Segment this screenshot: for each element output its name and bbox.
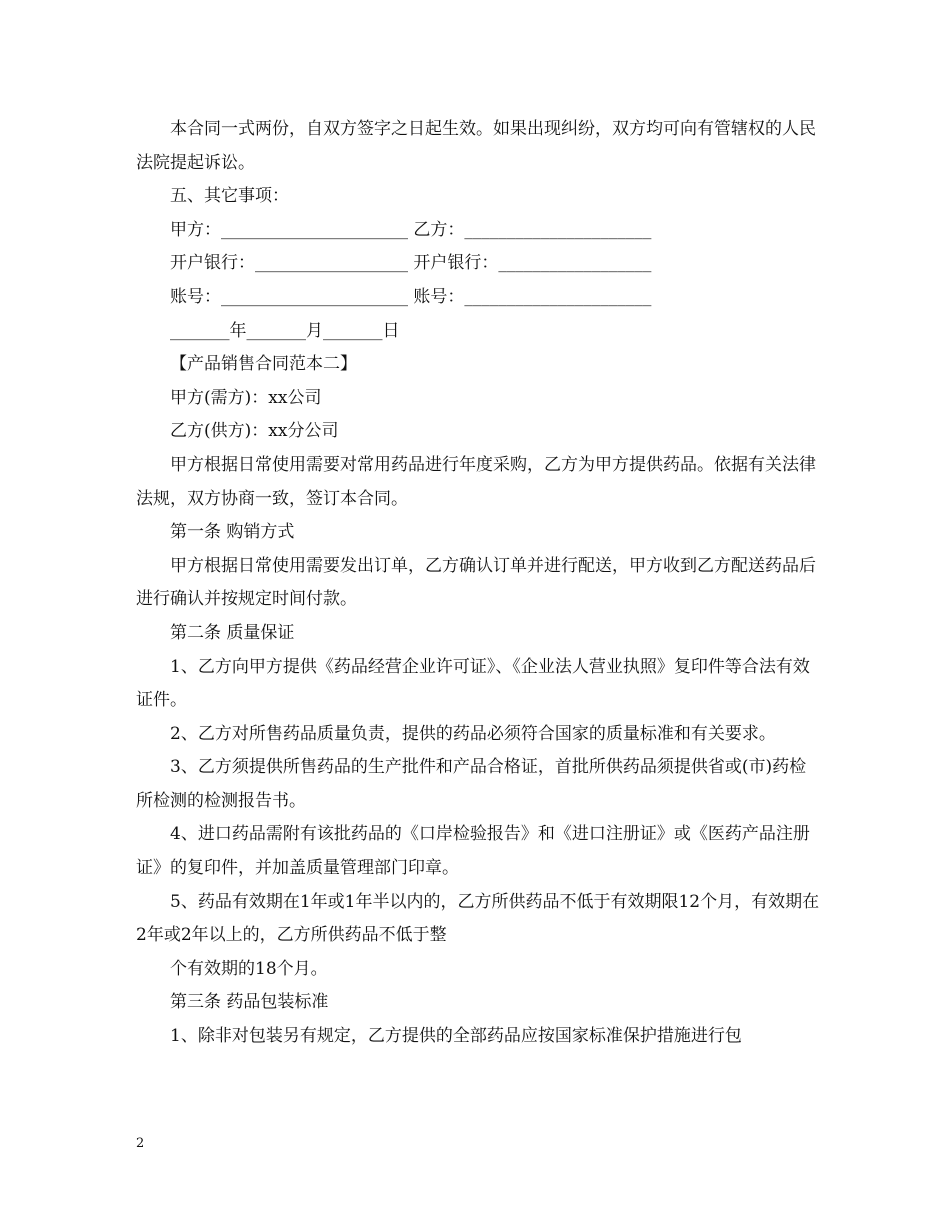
signature-line-date: _______年_______月_______日 (170, 320, 400, 341)
article-two-heading: 第二条 质量保证 (170, 622, 295, 643)
quality-item-3: 3、乙方须提供所售药品的生产批件和产品合格证，首批所供药品须提供省或(市)药检所检测的检测报告书。 (136, 757, 807, 811)
section-heading-other-matters: 五、其它事项： (170, 186, 289, 207)
page-number: 2 (136, 1136, 145, 1151)
quality-item-5-continued: 个有效期的18个月。 (170, 958, 328, 979)
paragraph-effective-clause: 本合同一式两份，自双方签字之日起生效。如果出现纠纷，双方均可向有管辖权的人民法院提起诉讼。 (136, 119, 816, 173)
signature-line-party: 甲方：______________________ 乙方：______________________ (170, 219, 652, 240)
packaging-item-1: 1、除非对包装另有规定，乙方提供的全部药品应按国家标准保护措施进行包 (170, 1026, 742, 1047)
template-title: 【产品销售合同范本二】 (170, 354, 357, 375)
document-body (136, 113, 820, 1054)
signature-line-account: 账号：______________________ 账号：______________________ (170, 286, 652, 307)
quality-item-2: 2、乙方对所售药品质量负责，提供的药品必须符合国家的质量标准和有关要求。 (170, 723, 776, 744)
party-b-line: 乙方(供方)：xx分公司 (170, 421, 339, 442)
signature-line-bank: 开户银行：__________________ 开户银行：__________________ (170, 253, 652, 274)
paragraph-purchase-method: 甲方根据日常使用需要发出订单，乙方确认订单并进行配送，甲方收到乙方配送药品后进行确认并按规定时间付款。 (136, 555, 816, 610)
article-one-heading: 第一条 购销方式 (170, 522, 295, 543)
quality-item-4: 4、进口药品需附有该批药品的《口岸检验报告》和《进口注册证》或《医药产品注册证》的复印件，并加盖质量管理部门印章。 (136, 824, 810, 879)
paragraph-introduction: 甲方根据日常使用需要对常用药品进行年度采购，乙方为甲方提供药品。依据有关法律法规，双方协商一致，签订本合同。 (136, 454, 816, 509)
party-a-line: 甲方(需方)：xx公司 (170, 387, 322, 408)
quality-item-5: 5、药品有效期在1年或1年半以内的，乙方所供药品不低于有效期限12个月，有效期在2年或2年以上的，乙方所供药品不低于整 (136, 891, 820, 946)
article-three-heading: 第三条 药品包装标准 (170, 992, 329, 1013)
quality-item-1: 1、乙方向甲方提供《药品经营企业许可证》、《企业法人营业执照》复印件等合法有效证件。 (136, 656, 810, 711)
